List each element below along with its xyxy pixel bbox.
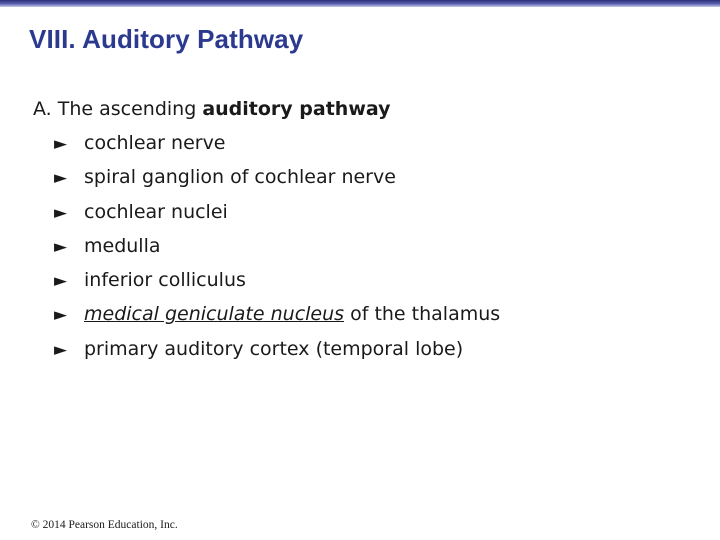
pathway-step: [33, 263, 713, 297]
intro-bold-term: auditory pathway: [202, 98, 391, 120]
intro-prefix: A. The ascending: [33, 98, 203, 120]
arrow-bullet-icon: ►: [54, 271, 68, 292]
copyright-notice: © 2014 Pearson Education, Inc.: [31, 519, 178, 531]
pathway-step: [33, 160, 713, 194]
step-text: inferior colliculus: [84, 269, 246, 292]
slide-title: VIII. Auditory Pathway: [29, 24, 304, 54]
pathway-step: [33, 229, 713, 263]
slide-content: [33, 92, 713, 366]
arrow-bullet-icon: ►: [54, 202, 68, 223]
pathway-step: [33, 297, 713, 331]
top-accent-bar: [0, 0, 720, 7]
step-text: cochlear nuclei: [84, 200, 228, 223]
step-text: primary auditory cortex (temporal lobe): [84, 337, 464, 360]
arrow-bullet-icon: ►: [54, 236, 68, 257]
pathway-step: [33, 195, 713, 229]
step-text: medulla: [84, 234, 161, 257]
intro-line: [33, 92, 713, 126]
arrow-bullet-icon: ►: [54, 305, 68, 326]
arrow-bullet-icon: ►: [54, 134, 68, 154]
step-text: cochlear nerve: [84, 132, 226, 154]
arrow-bullet-icon: ►: [54, 168, 68, 189]
step-text: spiral ganglion of cochlear nerve: [84, 166, 396, 189]
step-emphasis: medical geniculate nucleus: [84, 303, 345, 326]
step-text: of the thalamus: [344, 303, 501, 326]
arrow-bullet-icon: ►: [54, 339, 68, 360]
pathway-steps-list: [33, 126, 713, 366]
pathway-step: [33, 332, 713, 366]
pathway-step: [33, 126, 713, 160]
